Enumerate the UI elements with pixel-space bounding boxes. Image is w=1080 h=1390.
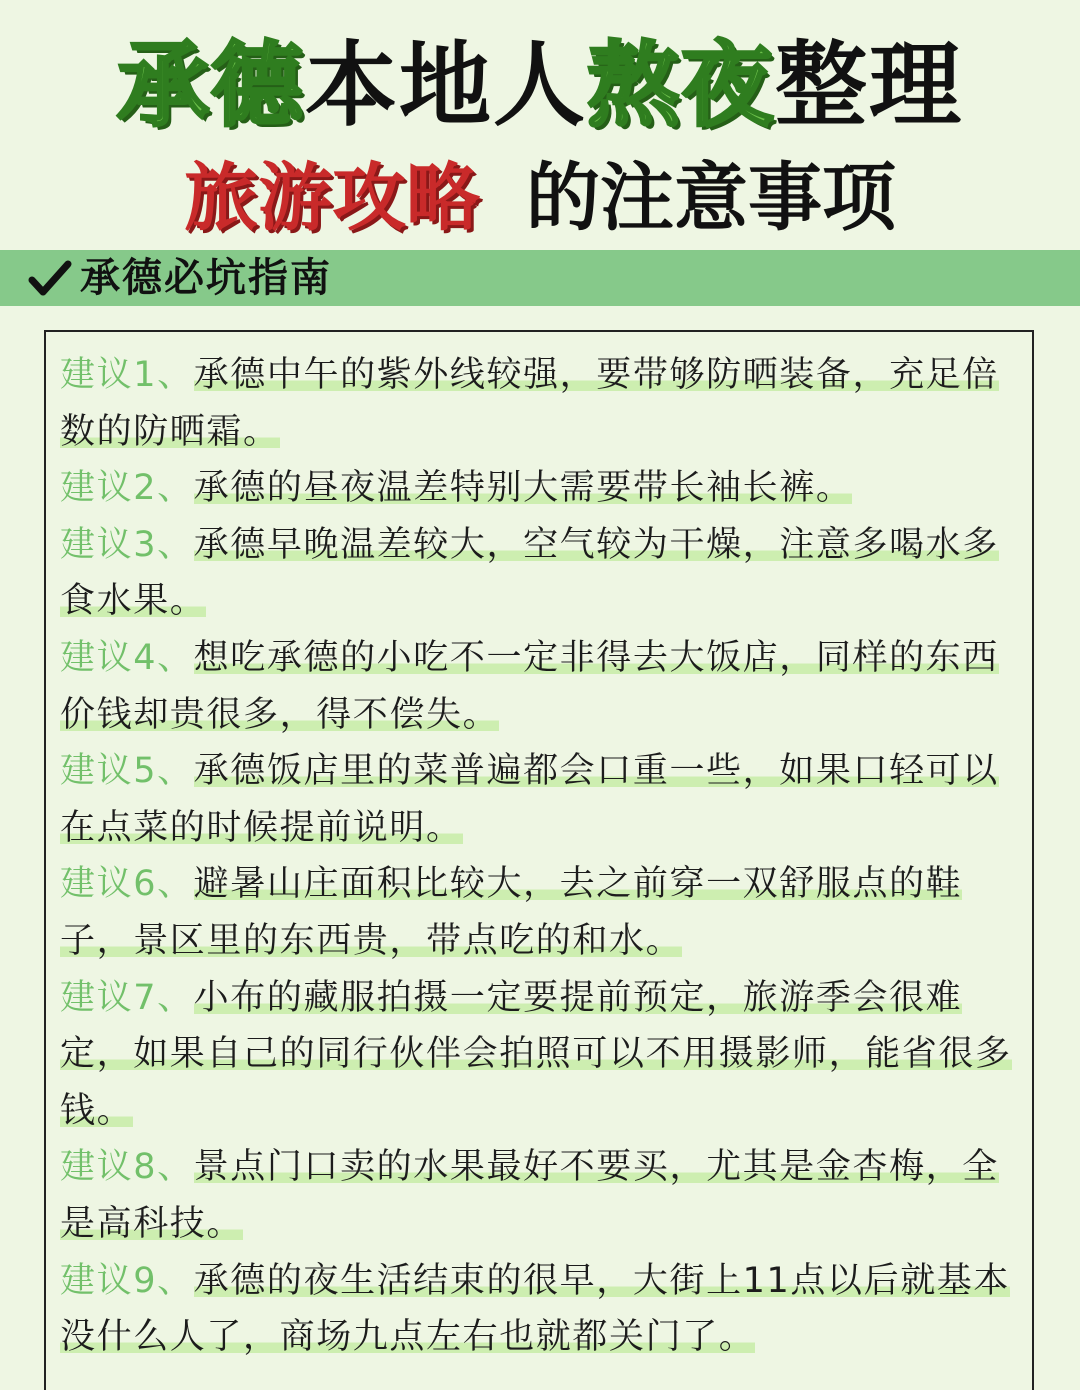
tip-item: [60, 517, 1028, 630]
tip-item: [60, 743, 1028, 856]
tip-label: 建议5、: [60, 751, 194, 792]
tip-label: 建议6、: [60, 864, 194, 905]
tip-text: 承德早晚温差较大，空气较为干燥，注意多喝水多食水果。: [60, 524, 999, 622]
title-segment-city: 承德: [116, 32, 305, 139]
tip-item: [60, 630, 1028, 743]
tip-label: 建议4、: [60, 637, 194, 678]
tip-text: 想吃承德的小吃不一定非得去大饭店，同样的东西价钱却贵很多，得不偿失。: [60, 637, 999, 735]
title-segment-locals: 本地人: [304, 32, 587, 139]
tip-label: 建议7、: [60, 977, 194, 1018]
tip-text: 避暑山庄面积比较大，去之前穿一双舒服点的鞋子，景区里的东西贵，带点吃的和水。: [60, 864, 963, 961]
page-title-line-1: [0, 30, 1080, 142]
tip-text: 承德中午的紫外线较强，要带够防晒装备，充足倍数的防晒霜。: [60, 355, 999, 452]
tip-item: [60, 1253, 1028, 1366]
tip-text: 小布的藏服拍摄一定要提前预定，旅游季会很难定，如果自己的同行伙伴会拍照可以不用摄影师，能省很多钱。: [60, 977, 1012, 1131]
tip-label: 建议9、: [60, 1260, 194, 1301]
tip-item: [60, 1139, 1028, 1252]
page-title-line-2: [0, 152, 1080, 244]
tip-label: 建议3、: [60, 524, 194, 565]
tip-text: 承德饭店里的菜普遍都会口重一些，如果口轻可以在点菜的时候提前说明。: [60, 751, 999, 848]
tip-text: 景点门口卖的水果最好不要买，尤其是金杏梅，全是高科技。: [60, 1147, 999, 1244]
title-segment-travel-guide: 旅游攻略: [184, 155, 480, 241]
tip-item: [60, 970, 1028, 1140]
section-banner: [0, 250, 1080, 306]
title-segment-late-night: 熬夜: [587, 32, 776, 139]
tip-item: [60, 347, 1028, 460]
tip-label: 建议2、: [60, 468, 194, 509]
tip-label: 建议8、: [60, 1147, 194, 1188]
tips-list: [60, 347, 1028, 1366]
tip-label: 建议1、: [60, 355, 194, 395]
title-segment-compiled: 整理: [775, 32, 964, 139]
tip-item: [60, 460, 1028, 517]
tip-text: 承德的昼夜温差特别大需要带长袖长裤。: [193, 468, 853, 509]
tip-item: [60, 856, 1028, 969]
title-segment-notes: 的注意事项: [526, 155, 896, 241]
check-icon: [26, 254, 74, 302]
tip-text: 承德的夜生活结束的很早，大街上11点以后就基本没什么人了，商场九点左右也就都关门了。: [60, 1260, 1011, 1358]
section-title: 承德必坑指南: [80, 255, 332, 301]
